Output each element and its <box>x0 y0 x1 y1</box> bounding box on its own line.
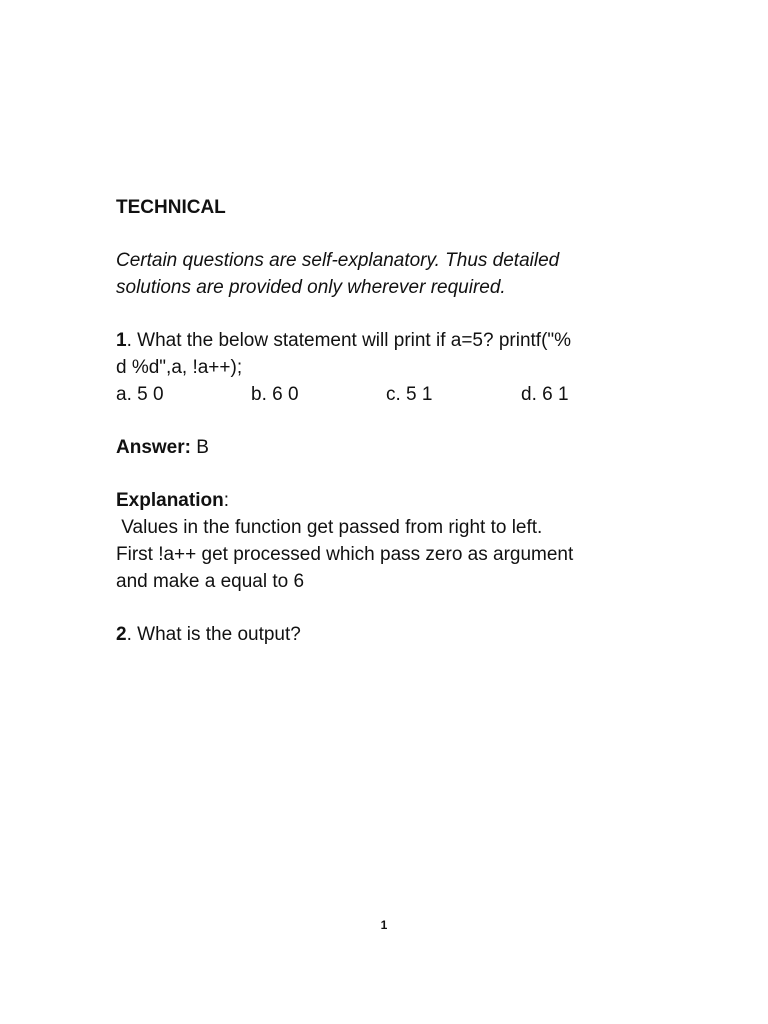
option-a: a. 5 0 <box>116 384 164 405</box>
explanation-heading <box>116 487 656 514</box>
question-1-line: d %d",a, !a++); <box>116 357 243 378</box>
page-content <box>116 194 656 648</box>
question-2-number: 2 <box>116 624 127 645</box>
question-1-options <box>116 381 656 408</box>
intro-paragraph <box>116 247 656 301</box>
explanation-block <box>116 487 656 595</box>
answer-label: Answer: <box>116 437 191 458</box>
explanation-label: Explanation <box>116 490 224 511</box>
explanation-line: Values in the function get passed from right to left. <box>116 517 543 538</box>
question-1-line <box>116 327 656 354</box>
question-1 <box>116 327 656 408</box>
option-d: d. 6 1 <box>521 384 569 405</box>
explanation-colon: : <box>223 490 229 511</box>
answer-line <box>116 434 656 461</box>
question-1-number: 1 <box>116 330 127 351</box>
intro-line: solutions are provided only wherever required. <box>116 277 506 298</box>
intro-line: Certain questions are self-explanatory. Thus detailed <box>116 250 560 271</box>
explanation-line: First !a++ get processed which pass zero as argument <box>116 544 574 565</box>
option-c: c. 5 1 <box>386 384 433 405</box>
explanation-line: and make a equal to 6 <box>116 571 305 592</box>
option-b: b. 6 0 <box>251 384 299 405</box>
answer-value: B <box>190 437 209 458</box>
section-heading: TECHNICAL <box>116 197 226 218</box>
question-2-text: . What is the output? <box>126 624 301 645</box>
question-1-text: . What the below statement will print if a=5? printf("% <box>126 330 572 351</box>
page-number: 1 <box>380 918 388 932</box>
question-2 <box>116 621 656 648</box>
